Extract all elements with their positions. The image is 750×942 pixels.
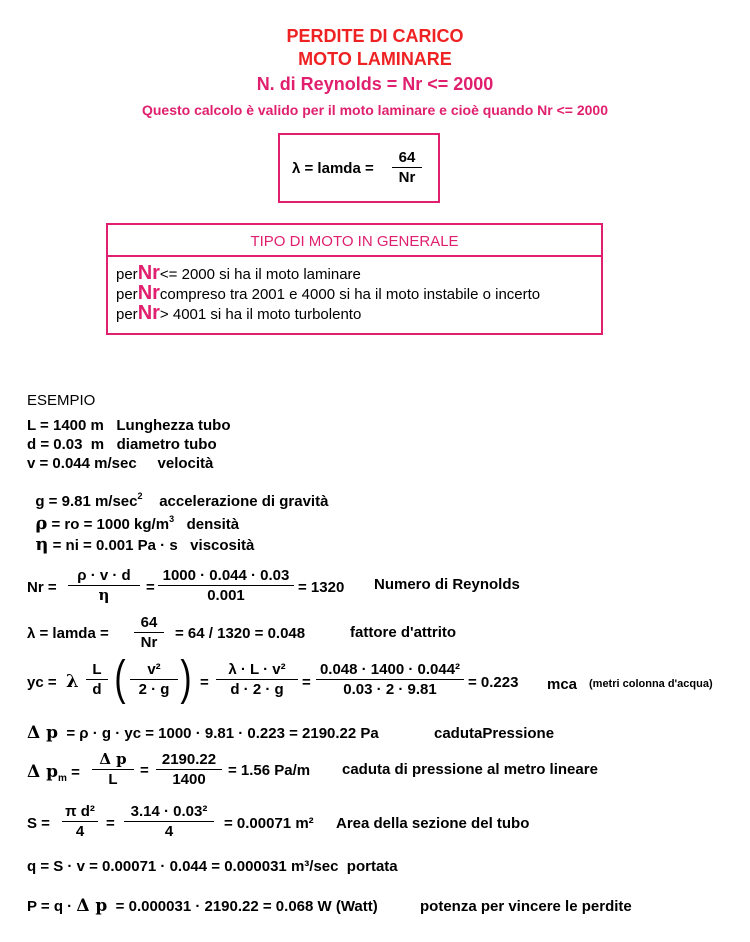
title-reynolds: N. di Reynolds = Nr <= 2000 [256,74,494,94]
lamda-numerator: 64 [398,149,416,166]
nr-fraction-numeric: 1000 · 0.044 · 0.03 0.001 [158,566,294,605]
yc-right-paren: ) [180,652,192,705]
q-line: q = S · v = 0.00071 · 0.044 = 0.000031 m³/sec portata [27,858,398,875]
yc-fraction-numeric: 0.048 · 1400 · 0.044² 0.03 · 2 · 9.81 [316,660,464,699]
yc-unit: mca [547,676,578,693]
tipo-moto-row: perNrcompreso tra 2001 e 4000 si ha il moto instabile o incerto [116,282,541,304]
param-viscosity: η = ni = 0.001 Pa · s viscosità [35,534,255,555]
yc-result: = 0.223 [468,674,519,691]
yc-equals-1: = [200,674,209,691]
tipo-moto-title: TIPO DI MOTO IN GENERALE [250,233,459,250]
yc-fraction-l-d: L d [86,660,108,699]
dpm-description: caduta di pressione al metro lineare [342,761,598,778]
s-fraction-numeric: 3.14 · 0.03² 4 [124,802,214,841]
lamda-formula-box [278,133,440,203]
title-moto-laminare: MOTO LAMINARE [298,49,452,69]
yc-fraction-v2-2g: v² 2 · g [130,660,178,699]
dpm-equals: = [140,762,149,779]
param-diameter: d = 0.03 m diametro tubo [27,436,217,453]
dpm-result: = 1.56 Pa/m [228,762,311,779]
lamda-result: = 64 / 1320 = 0.048 [175,625,306,642]
yc-equals-2: = [302,674,311,691]
yc-left-paren: ( [114,652,126,705]
dp-description: cadutaPressione [434,725,555,742]
yc-lamda-symbol: λ [66,671,79,692]
lamda-fraction [392,148,422,187]
s-description: Area della sezione del tubo [336,815,530,832]
title-perdite: PERDITE DI CARICO [286,26,464,46]
tipo-moto-row: perNr> 4001 si ha il moto turbolento [116,302,362,324]
p-description: potenza per vincere le perdite [420,898,632,915]
nr-description: Numero di Reynolds [374,576,520,593]
yc-fraction-symbolic: λ · L · v² d · 2 · g [216,660,298,699]
nr-fraction-symbolic: ρ · v · d η [68,566,140,605]
p-line: P = q · Δ p = 0.000031 · 2190.22 = 0.068 W (Watt) [27,896,378,916]
lamda-calc-fraction: 64 Nr [134,613,164,652]
s-fraction-symbolic: π d² 4 [62,802,98,841]
tipo-moto-divider [108,255,601,257]
validity-note: Questo calcolo è valido per il moto laminare e cioè quando Nr <= 2000 [141,102,609,118]
lamda-denominator: Nr [398,169,416,186]
esempio-title: ESEMPIO [27,392,96,409]
param-density: ρ = ro = 1000 $kg/m^3$ densità [35,513,240,534]
dpm-lhs: Δ $p_m$ = [27,762,80,784]
nr-lhs: Nr = [27,579,57,596]
nr-equals: = [146,579,155,596]
dpm-fraction-numeric: 2190.22 1400 [156,750,222,789]
nr-result: = 1320 [298,579,345,596]
s-equals: = [106,815,115,832]
lamda-description: fattore d'attrito [350,624,457,641]
param-length: L = 1400 m Lunghezza tubo [27,417,231,434]
param-velocity: v = 0.044 m/sec velocità [27,455,214,472]
tipo-moto-box [106,223,603,335]
dp-line: Δ p = ρ · g · yc = 1000 · 9.81 · 0.223 = 2190.22 Pa [27,723,379,743]
s-lhs: S = [27,815,50,832]
yc-lhs: yc = [27,674,57,691]
dpm-fraction-symbolic: Δ p L [92,750,134,789]
yc-unit-description: (metri colonna d'acqua) [589,678,713,690]
lamda-lhs: λ = lamda = [27,625,109,642]
tipo-moto-row: perNr<= 2000 si ha il moto laminare [116,262,361,284]
s-result: = 0.00071 m² [224,815,314,832]
lamda-label: λ = lamda = [292,160,374,177]
param-gravity: g = 9.81 $m/\sec^2$ accelerazione di gravità [35,491,329,510]
